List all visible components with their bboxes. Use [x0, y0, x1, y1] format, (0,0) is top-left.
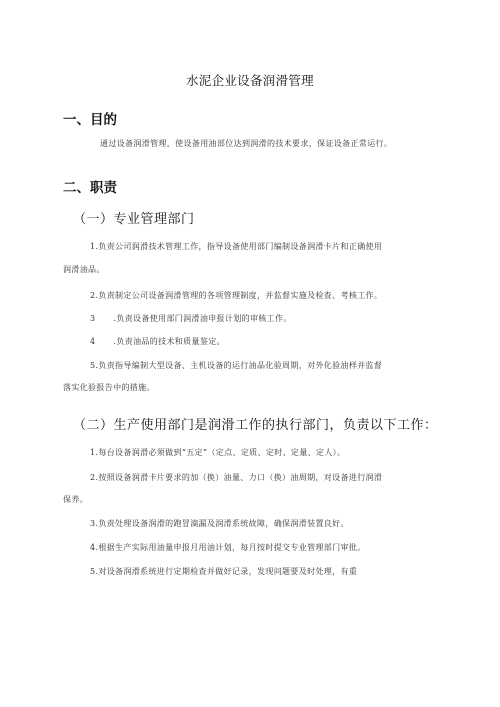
list-item	[90, 331, 225, 352]
item-text: .对设备润滑系统进行定期检查并做好记录，发现问题要及时处理，有重	[95, 567, 358, 576]
list-item	[90, 308, 292, 329]
section-heading-duties: 二、职责	[63, 180, 117, 196]
list-item	[90, 285, 382, 306]
item-number: 4	[90, 337, 96, 346]
list-item	[90, 236, 382, 257]
item-text: .每台设备润滑必须做到“五定”（定点、定质、定时、定量、定人）。	[95, 448, 346, 457]
item-number: 4	[90, 543, 96, 552]
item-number: 2	[90, 473, 96, 482]
list-item	[90, 355, 382, 376]
list-item-continuation: 润滑油品。	[63, 265, 105, 274]
list-item-continuation: 保养。	[63, 495, 89, 504]
item-text: .按照设备润滑卡片要求的加（换）油量、力口（换）油周期，对设备进行润滑	[95, 473, 383, 482]
item-text: .负责公司润滑技术管理工作，指导设备使用部门编制设备润滑卡片和正确使用	[95, 242, 383, 251]
item-number: 1	[90, 242, 96, 251]
list-item	[90, 467, 382, 488]
item-text: .负责指导编制大型设备、主机设备的运行油品化验周期，对外化验油样并监督	[95, 361, 383, 370]
list-item	[90, 442, 345, 463]
item-number: 3	[90, 519, 96, 528]
section-heading-purpose: 一、目的	[63, 112, 117, 128]
item-text: .负责处理设备润滑的跑冒滴漏及润滑系统故障，确保润滑装置良好。	[95, 519, 349, 528]
subsection-heading-management: （一）专业管理部门	[73, 212, 195, 227]
document-title: 水泥企业设备润滑管理	[185, 73, 314, 88]
item-number: 3	[90, 314, 96, 323]
subsection-heading-production: （二）生产使用部门是润滑工作的执行部门，负责以下工作：	[73, 418, 438, 433]
list-item	[90, 537, 366, 558]
item-number: 5	[90, 567, 96, 576]
item-number: 2	[90, 291, 96, 300]
item-number: 1	[90, 448, 96, 457]
list-item	[90, 513, 349, 534]
item-text: .负责制定公司设备润滑管理的各项管理制度，并监督实施及检查、考核工作。	[95, 291, 383, 300]
item-text: .负责油品的技术和质量鉴定。	[113, 337, 225, 346]
list-item-continuation: 落实化验报告中的措施。	[63, 383, 155, 392]
item-number: 5	[90, 361, 96, 370]
item-text: .负责设备使用部门润滑油申报计划的审核工作。	[113, 314, 292, 323]
purpose-paragraph: 通过设备润滑管理，使设备用油部位达到润滑的技术要求，保证设备正常运行。	[100, 139, 393, 148]
item-text: .根据生产实际用油量申报月用油计划，每月按时提交专业管理部门审批。	[95, 543, 366, 552]
list-item	[90, 561, 357, 582]
